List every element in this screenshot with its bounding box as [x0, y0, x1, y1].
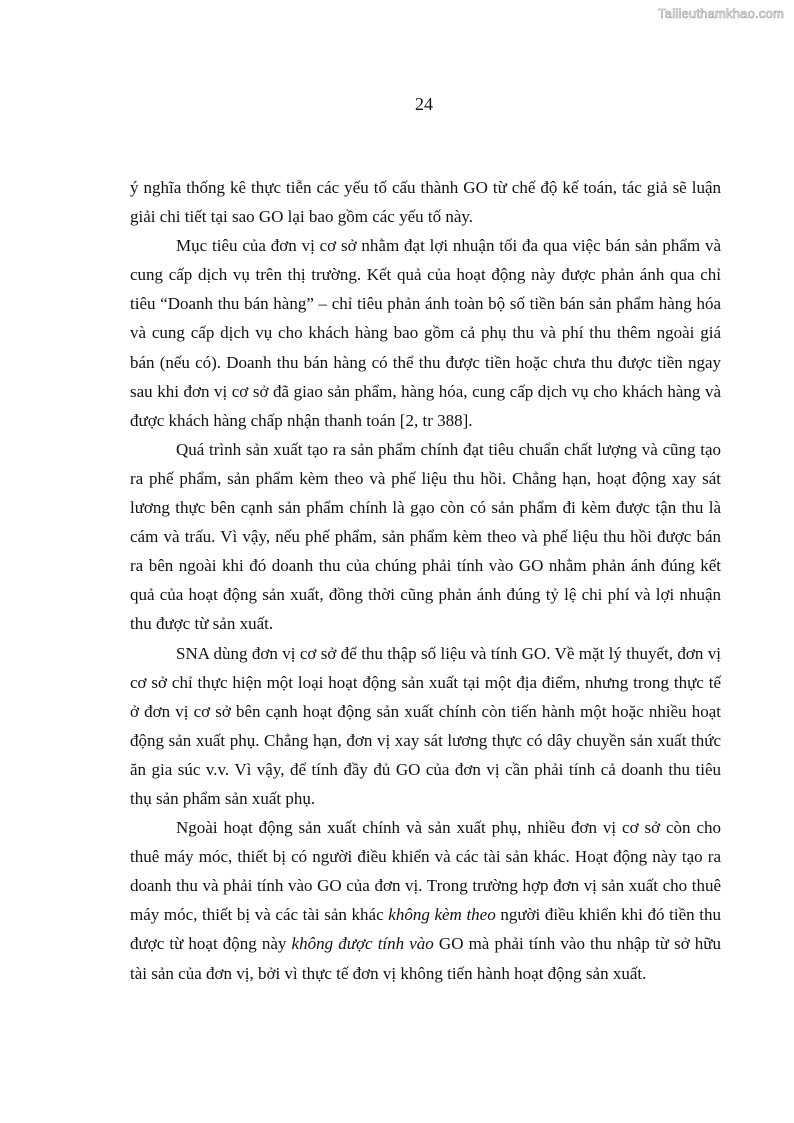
emphasis-text: không được tính vào [291, 934, 434, 954]
paragraph-text: Ngoài hoạt động sản xuất chính và sản xuất phụ, nhiều đơn vị cơ sở còn cho thuê máy móc, thiết bị có người điều khiển và các tài sản khác. Hoạt động này tạo ra doanh thu và phải tính vào GO của đơn vị. Trong trường hợp đơn vị sản xuất cho thuê máy móc, thiết bị và các tài sản khác [130, 818, 721, 925]
paragraph-byproducts [130, 435, 721, 639]
page-number: 24 [415, 94, 433, 114]
emphasis-text: không kèm theo [388, 905, 496, 925]
document-body [130, 173, 721, 988]
paragraph-continuation [130, 173, 721, 231]
paragraph-sales-revenue [130, 231, 721, 435]
paragraph-text: GO mà phải tính vào thu nhập từ sở hữu tài sản của đơn vị, bởi vì thực tế đơn vị không tiến hành hoạt động sản xuất. [130, 934, 722, 983]
paragraph-rental [130, 813, 721, 988]
site-watermark: Tailieuthamkhao.com [658, 6, 784, 21]
paragraph-text: Mục tiêu của đơn vị cơ sở nhằm đạt lợi nhuận tối đa qua việc bán sản phẩm và cung cấp dịch vụ trên thị trường. Kết quả của hoạt động này được phản ánh qua chỉ tiêu “Doanh thu bán hàng” – chỉ tiêu phản ánh toàn bộ số tiền bán sản phẩm hàng hóa và cung cấp dịch vụ cho khách hàng bao gồm cả phụ thu và phí thu thêm ngoài giá bán (nếu có). Doanh thu bán hàng có thể thu được tiền hoặc chưa thu được tiền ngay sau khi đơn vị cơ sở đã giao sản phẩm, hàng hóa, cung cấp dịch vụ cho khách hàng và được khách hàng chấp nhận thanh toán [2, tr 388]. [130, 236, 721, 430]
paragraph-text: SNA dùng đơn vị cơ sở để thu thập số liệu và tính GO. Về mặt lý thuyết, đơn vị cơ sở chỉ thực hiện một loại hoạt động sản xuất tại một địa điểm, nhưng trong thực tế ở đơn vị cơ sở bên cạnh hoạt động sản xuất chính còn tiến hành một hoặc nhiều hoạt động sản xuất phụ. Chẳng hạn, đơn vị xay sát lương thực có dây chuyền sản xuất thức ăn gia súc v.v. Vì vậy, để tính đầy đủ GO của đơn vị cần phải tính cả doanh thu tiêu thụ sản phẩm sản xuất phụ. [130, 643, 721, 808]
paragraph-text: ý nghĩa thống kê thực tiễn các yếu tố cấu thành GO từ chế độ kế toán, tác giả sẽ luận giải chi tiết tại sao GO lại bao gồm các yếu tố này. [130, 178, 721, 227]
paragraph-sna-establishment [130, 639, 721, 814]
paragraph-text: người điều khiển khi đó tiền thu được từ hoạt động này [130, 905, 721, 954]
paragraph-text: Quá trình sản xuất tạo ra sản phẩm chính đạt tiêu chuẩn chất lượng và cũng tạo ra phế phẩm, sản phẩm kèm theo và phế liệu thu hồi. Chẳng hạn, hoạt động xay sát lương thực bên cạnh sản phẩm chính là gạo còn có sản phẩm đi kèm được tận thu là cám và trấu. Vì vậy, nếu phế phẩm, sản phẩm kèm theo và phế liệu thu hồi được bán ra bên ngoài khi đó doanh thu của chúng phải tính vào GO nhằm phản ánh đúng kết quả của hoạt động sản xuất, đồng thời cũng phản ánh đúng tỷ lệ chi phí và lợi nhuận thu được từ sản xuất. [130, 439, 721, 634]
